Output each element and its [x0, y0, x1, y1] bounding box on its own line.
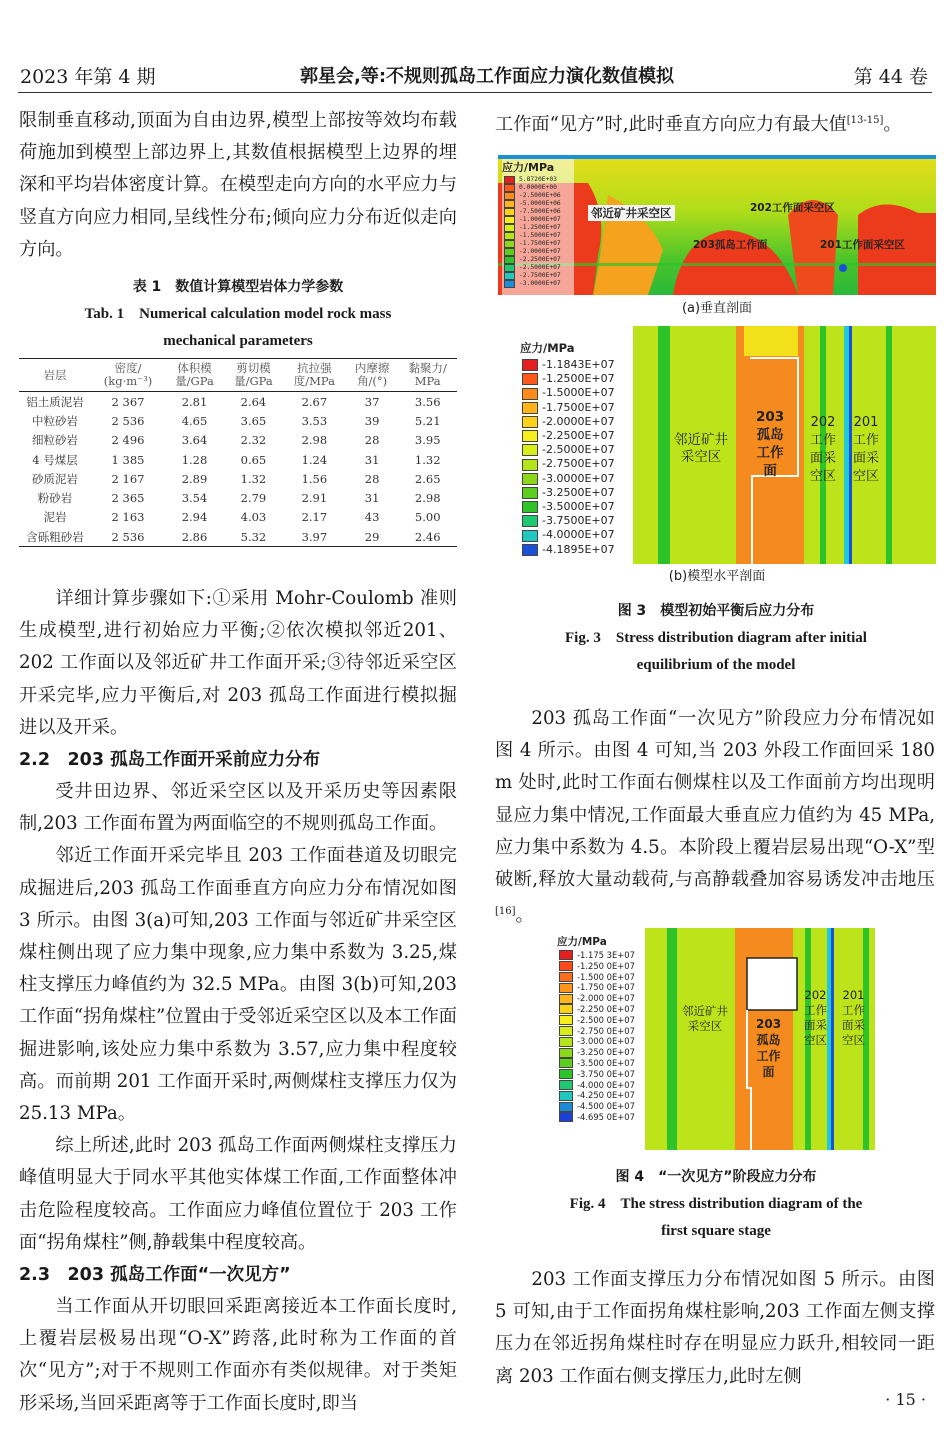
- legend-label: -4.1895E+07: [542, 542, 615, 556]
- right-top-text: 工作面“见方”时,此时垂直方向应力有最大值: [495, 114, 847, 136]
- fig3a-label-goaf: 邻近矿井采空区: [588, 205, 675, 221]
- legend-entry: [504, 256, 561, 264]
- table-header-cell: 密度/ (kg·m⁻³): [91, 359, 165, 392]
- fig4-green-band: [667, 928, 677, 1150]
- fig4-blue-right: [831, 928, 834, 1150]
- legend-entry: [559, 1112, 635, 1123]
- legend-entry: [522, 486, 615, 500]
- legend-entry: [559, 1015, 635, 1026]
- legend-entry: [504, 264, 561, 272]
- legend-entry: [559, 1058, 635, 1069]
- fig4-unit: 应力/MPa: [557, 936, 607, 948]
- legend-label: -1.2500E+07: [542, 372, 615, 386]
- legend-label: -3.2500E+07: [542, 485, 615, 499]
- legend-label: -2.7500E+07: [542, 457, 615, 471]
- legend-label: -3.250 0E+07: [577, 1047, 635, 1058]
- ref-16: [16]: [495, 906, 516, 918]
- legend-entry: [522, 543, 615, 557]
- legend-swatch: [522, 373, 538, 385]
- section-2-2-para-3: 综上所述,此时 203 孤岛工作面两侧煤柱支撑压力峰值明显大于同水平其他实体煤工作面,工作面整体冲击危险程度较高。工作面应力峰值位置位于 203 工作面“拐角煤柱”侧,静载集中程度较高。: [19, 1135, 457, 1253]
- table-cell: 中粒砂岩: [32, 413, 78, 428]
- fig4-label-goaf: 邻近矿井 采空区: [682, 1004, 728, 1033]
- table-cell: 39: [364, 413, 380, 428]
- legend-swatch: [504, 256, 515, 264]
- legend-swatch: [522, 430, 538, 442]
- legend-entry: [504, 224, 561, 232]
- legend-label: -2.5000E+07: [519, 264, 561, 271]
- section-2-2-para-2: 邻近工作面开采完毕且 203 工作面巷道及切眼完成掘进后,203 孤岛工作面垂直方向应力分布情况如图 3 所示。由图 3(a)可知,203 工作面与邻近矿井采空区煤柱侧出现了应力集中现象,应力集中系数为 3.25,煤柱支撑压力峰值约为 32.5 MPa。由图 3(b)可知,203 工作面“拐角煤柱”位置由于受邻近采空区以及本工作面掘进影响,该处应力集中系数为 3.57,应力集中程度较高。而前期 201 工作面开采时,两侧煤柱支撑压力仅为 25.13 MPa。: [19, 845, 457, 1125]
- fig3b-green-band: [658, 326, 670, 564]
- fig4-label-201: 201 工作 面采 空区: [842, 988, 865, 1047]
- legend-swatch: [559, 994, 573, 1004]
- legend-swatch: [504, 224, 515, 232]
- table-body: [19, 392, 457, 547]
- legend-entry: [522, 372, 615, 386]
- legend-swatch: [522, 459, 538, 471]
- legend-entry: [522, 415, 615, 429]
- table-row: [19, 450, 457, 469]
- fig3b-legend: [522, 358, 615, 557]
- table-cell: 2.86: [165, 527, 224, 547]
- legend-label: -2.500 0E+07: [577, 1014, 635, 1025]
- legend-entry: [504, 240, 561, 248]
- table-cell: 1.32: [240, 471, 267, 486]
- right-column-bottom: [495, 1264, 935, 1393]
- legend-swatch: [522, 416, 538, 428]
- legend-label: -3.500 0E+07: [577, 1057, 635, 1068]
- fig3b-label-201: 201 工作 面采 空区: [853, 415, 880, 484]
- fig3-title-cn: 图 3 模型初始平衡后应力分布: [617, 603, 815, 619]
- table-cell: 2 496: [111, 433, 145, 448]
- fig4-label-203: 203 孤岛 工作 面: [756, 1017, 782, 1079]
- fig4-title-en-1: Fig. 4 The stress distribution diagram of the: [569, 1196, 863, 1212]
- legend-label: -1.500 0E+07: [577, 971, 635, 982]
- table-cell: 5.21: [414, 413, 441, 428]
- legend-entry: [522, 528, 615, 542]
- fig3b-blue-right: [849, 326, 852, 564]
- fig3b-cyan-right: [844, 326, 849, 564]
- legend-entry: [559, 982, 635, 993]
- right-top-end: 。: [883, 114, 902, 136]
- table-cell: 细粒砂岩: [32, 433, 78, 448]
- table-row: [19, 469, 457, 488]
- table-cell: 砂质泥岩: [32, 471, 78, 486]
- table-cell: 3.64: [181, 433, 208, 448]
- legend-entry: [559, 1101, 635, 1112]
- legend-swatch: [559, 1048, 573, 1058]
- legend-label: -1.1843E+07: [542, 358, 615, 371]
- table-header-cell: 抗拉强 度/MPa: [283, 359, 346, 392]
- table-cell: 31: [364, 452, 380, 467]
- legend-label: -2.2500E+07: [542, 429, 615, 443]
- table-cell: 1.28: [181, 452, 208, 467]
- legend-entry: [522, 386, 615, 400]
- legend-label: -3.750 0E+07: [577, 1068, 635, 1079]
- legend-swatch: [504, 184, 515, 192]
- table1-title-en-2: mechanical parameters: [163, 333, 313, 349]
- table-cell: 2.67: [301, 394, 328, 409]
- legend-label: -2.5000E+06: [519, 192, 561, 199]
- table-cell: 1.32: [414, 452, 441, 467]
- section-2-2-heading: 2.2 203 孤岛工作面开采前应力分布: [19, 750, 321, 771]
- fig3a-legend: [504, 176, 561, 288]
- table-cell: 2.94: [181, 510, 208, 525]
- journal-issue: 2023 年第 4 期: [20, 66, 156, 88]
- table-row: [19, 431, 457, 450]
- legend-entry: [559, 1047, 635, 1058]
- fig4-white-goaf: [747, 958, 797, 1010]
- legend-entry: [522, 358, 615, 372]
- legend-swatch: [504, 240, 515, 248]
- legend-swatch: [559, 1015, 573, 1025]
- fig3a-label-201: 201工作面采空区: [820, 239, 905, 251]
- fig4-caption: [496, 1164, 936, 1245]
- right-top-paragraph: [495, 105, 935, 141]
- figure-3a: [498, 155, 936, 295]
- legend-swatch: [504, 232, 515, 240]
- legend-entry: [559, 972, 635, 983]
- rock-params-table: [19, 358, 457, 547]
- legend-label: -1.175 3E+07: [577, 950, 635, 960]
- fig3b-caption: (b)模型水平剖面: [668, 569, 766, 584]
- table-cell: 泥岩: [43, 510, 67, 525]
- legend-label: -2.000 0E+07: [577, 993, 635, 1004]
- legend-label: -3.7500E+07: [542, 514, 615, 528]
- legend-entry: [504, 248, 561, 256]
- fig3a-blue-node: [839, 264, 847, 272]
- legend-label: -2.5000E+07: [542, 443, 615, 457]
- legend-swatch: [522, 473, 538, 485]
- legend-entry: [522, 472, 615, 486]
- legend-swatch: [522, 544, 538, 556]
- table-row: [19, 527, 457, 547]
- table-header-cell: 体积模 量/GPa: [165, 359, 224, 392]
- left-column-body: [19, 583, 457, 1420]
- legend-entry: [504, 272, 561, 280]
- legend-label: -1.250 0E+07: [577, 960, 635, 971]
- legend-entry: [559, 1069, 635, 1080]
- table-cell: 2 365: [111, 491, 145, 506]
- legend-entry: [504, 176, 561, 184]
- legend-entry: [522, 443, 615, 457]
- table-cell: 37: [364, 394, 380, 409]
- legend-entry: [559, 1036, 635, 1047]
- table-cell: 0.65: [240, 452, 267, 467]
- legend-entry: [504, 216, 561, 224]
- legend-label: -1.5000E+07: [542, 386, 615, 400]
- table-cell: 2.98: [301, 433, 328, 448]
- legend-swatch: [504, 176, 515, 184]
- table1-title-en-1: Tab. 1 Numerical calculation model rock mass: [84, 306, 392, 322]
- table-cell: 4 号煤层: [32, 452, 78, 467]
- table-cell: 1.24: [301, 452, 328, 467]
- legend-label: -2.0000E+07: [542, 414, 615, 428]
- ref-13-15: [13-15]: [846, 115, 884, 126]
- table-cell: 31: [364, 491, 380, 506]
- table-cell: 2.79: [240, 491, 267, 506]
- fig4-text-end: 。: [515, 905, 534, 927]
- legend-label: -2.0000E+07: [519, 248, 561, 255]
- table-cell: 2 167: [111, 471, 145, 486]
- fig4-title-cn: 图 4 “一次见方”阶段应力分布: [615, 1169, 817, 1185]
- table-cell: 29: [346, 527, 399, 547]
- table-cell: 43: [364, 510, 380, 525]
- header-rule: [18, 92, 932, 93]
- legend-swatch: [559, 1026, 573, 1036]
- legend-label: -1.7500E+07: [519, 240, 561, 247]
- legend-swatch: [522, 444, 538, 456]
- legend-swatch: [504, 216, 515, 224]
- legend-entry: [504, 232, 561, 240]
- table-cell: 2.91: [301, 491, 328, 506]
- table-cell: 3.97: [283, 527, 346, 547]
- table-row: [19, 392, 457, 412]
- legend-entry: [504, 184, 561, 192]
- legend-swatch: [559, 961, 573, 971]
- table-cell: 4.65: [181, 413, 208, 428]
- page-number: · 15 ·: [885, 1390, 926, 1409]
- table-cell: 2 536: [91, 527, 165, 547]
- legend-label: 5.8720E+03: [519, 176, 557, 183]
- legend-swatch: [522, 359, 538, 371]
- fig4-title-en-2: first square stage: [661, 1223, 771, 1239]
- legend-label: -4.000 0E+07: [577, 1079, 635, 1090]
- table-cell: 2.65: [414, 471, 441, 486]
- fig3a-label-202: 202工作面采空区: [750, 202, 835, 214]
- table-cell: 3.95: [414, 433, 441, 448]
- legend-label: -4.0000E+07: [542, 528, 615, 542]
- fig3b-label-203: 203 孤岛 工作 面: [756, 409, 785, 479]
- table-cell: 5.32: [224, 527, 283, 547]
- legend-swatch: [559, 950, 573, 960]
- fig3a-caption: (a)垂直剖面: [681, 301, 753, 316]
- legend-label: -2.250 0E+07: [577, 1003, 635, 1014]
- running-title: 郭星会,等:不规则孤岛工作面应力演化数值模拟: [300, 66, 675, 87]
- table1-caption: [19, 274, 457, 355]
- legend-entry: [559, 1090, 635, 1101]
- legend-label: -5.0000E+06: [519, 200, 561, 207]
- table1: [19, 358, 457, 547]
- table-row: [19, 488, 457, 507]
- table-cell: 1.56: [301, 471, 328, 486]
- legend-entry: [504, 192, 561, 200]
- legend-label: -3.0000E+07: [542, 471, 615, 485]
- table-cell: 28: [364, 471, 380, 486]
- fig4-cyan-right: [827, 928, 831, 1150]
- intro-paragraph: 限制垂直移动,顶面为自由边界,模型上部按等效均布载荷施加到模型上部边界上,其数值根据模型上边界的埋深和平均岩体密度计算。在模型走向方向的水平应力与竖直方向应力相同,呈线性分布;倾向应力分布近似走向方向。: [19, 110, 457, 260]
- legend-label: -2.750 0E+07: [577, 1025, 635, 1036]
- legend-entry: [559, 1026, 635, 1037]
- legend-swatch: [559, 1091, 573, 1101]
- legend-swatch: [522, 530, 538, 542]
- legend-label: -2.7500E+07: [519, 272, 561, 279]
- table-cell: 2 163: [111, 510, 145, 525]
- table-header-cell: 岩层: [19, 359, 91, 392]
- table-cell: 4.03: [240, 510, 267, 525]
- table-cell: 3.56: [414, 394, 441, 409]
- legend-swatch: [504, 248, 515, 256]
- legend-label: -1.750 0E+07: [577, 982, 635, 993]
- legend-label: -4.250 0E+07: [577, 1090, 635, 1101]
- figure-3b: [498, 326, 936, 564]
- legend-swatch: [504, 200, 515, 208]
- legend-label: -1.0000E+07: [519, 216, 561, 223]
- legend-entry: [559, 1080, 635, 1091]
- legend-swatch: [559, 972, 573, 982]
- table-header-cell: 剪切模 量/GPa: [224, 359, 283, 392]
- legend-swatch: [522, 388, 538, 400]
- table-cell: 3.54: [181, 491, 208, 506]
- table1-title-cn: 表 1 数值计算模型岩体力学参数: [132, 279, 344, 295]
- right-column-mid: [495, 703, 935, 932]
- fig3b-label-goaf: 邻近矿井 采空区: [674, 432, 728, 465]
- table-header-cell: 内摩擦 角/(°): [346, 359, 399, 392]
- legend-entry: [559, 993, 635, 1004]
- legend-entry: [559, 961, 635, 972]
- fig3b-yellow-block: [744, 326, 798, 356]
- legend-swatch: [504, 272, 515, 280]
- legend-swatch: [559, 1004, 573, 1014]
- table-cell: 2.89: [181, 471, 208, 486]
- legend-swatch: [559, 1112, 573, 1122]
- legend-swatch: [504, 208, 515, 216]
- legend-entry: [559, 1004, 635, 1015]
- fig3b-label-202: 202 工作 面采 空区: [810, 415, 837, 484]
- legend-swatch: [504, 192, 515, 200]
- legend-label: -1.7500E+07: [542, 400, 615, 414]
- table-row: [19, 411, 457, 430]
- legend-label: -4.695 0E+07: [577, 1111, 635, 1122]
- table-cell: 1 385: [111, 452, 145, 467]
- table-header-cell: 黏聚力/ MPa: [398, 359, 457, 392]
- fig3-caption: [496, 598, 936, 679]
- volume-number: 第 44 卷: [853, 66, 928, 88]
- legend-swatch: [559, 1058, 573, 1068]
- legend-swatch: [559, 983, 573, 993]
- table-cell: 2.17: [301, 510, 328, 525]
- table-cell: 5.00: [414, 510, 441, 525]
- legend-swatch: [504, 264, 515, 272]
- legend-swatch: [504, 280, 515, 288]
- table-cell: 3.65: [240, 413, 267, 428]
- table-row: [19, 508, 457, 527]
- legend-label: -1.5000E+07: [519, 232, 561, 239]
- legend-label: -3.5000E+07: [542, 500, 615, 514]
- legend-entry: [522, 500, 615, 514]
- legend-entry: [522, 401, 615, 415]
- table-cell: 2 536: [111, 413, 145, 428]
- section-2-2-para-1: 受井田边界、邻近采空区以及开采历史等因素限制,203 工作面布置为两面临空的不规则孤岛工作面。: [19, 781, 457, 835]
- fig5-paragraph: 203 工作面支撑压力分布情况如图 5 所示。由图 5 可知,由于工作面拐角煤柱影响,203 工作面左侧支撑压力在邻近拐角煤柱时存在明显应力跃升,相较同一距离 203 工作面右侧支撑压力,此时左侧: [495, 1269, 935, 1387]
- right-column-top: [495, 105, 935, 141]
- table-header-row: [19, 359, 457, 392]
- section-2-3-heading: 2.3 203 孤岛工作面“一次见方”: [19, 1265, 291, 1286]
- fig4-label-202: 202 工作 面采 空区: [804, 988, 827, 1047]
- fig3b-unit: 应力/MPa: [520, 341, 575, 355]
- legend-entry: [504, 280, 561, 288]
- fig3-title-en-2: equilibrium of the model: [636, 657, 796, 673]
- table-cell: 含砾粗砂岩: [19, 527, 91, 547]
- legend-entry: [522, 429, 615, 443]
- legend-label: -3.000 0E+07: [577, 1036, 635, 1047]
- table-cell: 铝土质泥岩: [26, 394, 84, 409]
- legend-label: -1.2500E+07: [519, 224, 561, 231]
- table-cell: 2.98: [414, 491, 441, 506]
- legend-swatch: [522, 515, 538, 527]
- legend-swatch: [522, 402, 538, 414]
- steps-paragraph: 详细计算步骤如下:①采用 Mohr-Coulomb 准则生成模型,进行初始应力平衡;②依次模拟邻近201、202 工作面以及邻近矿井工作面开采;③待邻近采空区开采完毕,应力平衡后,对 203 孤岛工作面进行模拟掘进以及开采。: [19, 588, 457, 738]
- table-cell: 2.46: [398, 527, 457, 547]
- table-cell: 28: [364, 433, 380, 448]
- fig4-paragraph: [495, 703, 935, 932]
- table-cell: 粉砂岩: [37, 491, 73, 506]
- legend-label: -2.2500E+07: [519, 256, 561, 263]
- table-cell: 2.64: [240, 394, 267, 409]
- legend-label: 0.0000E+00: [519, 184, 557, 191]
- fig3a-unit: 应力/MPa: [502, 161, 555, 174]
- section-2-3-para: 当工作面从开切眼回采距离接近本工作面长度时,上覆岩层极易出现“O-X”跨落,此时称为工作面的首次“见方”;对于不规则工作面亦有类似规律。对于类矩形采场,当回采距离等于工作面长度时,即当: [19, 1296, 457, 1414]
- fig4-legend: [559, 950, 635, 1123]
- table-cell: 2.32: [240, 433, 267, 448]
- legend-swatch: [559, 1037, 573, 1047]
- left-column: [19, 105, 457, 266]
- table-cell: 2 367: [111, 394, 145, 409]
- legend-label: -4.500 0E+07: [577, 1101, 635, 1112]
- legend-entry: [504, 208, 561, 216]
- legend-swatch: [522, 501, 538, 513]
- legend-swatch: [522, 487, 538, 499]
- fig4-text: 203 孤岛工作面“一次见方”阶段应力分布情况如图 4 所示。由图 4 可知,当 203 外段工作面回采 180 m 处时,此时工作面右侧煤柱以及工作面前方均出现明显应力集中情况,工作面最大垂直应力值约为 45 MPa,应力集中系数为 4.5。本阶段上覆岩层易出现“O-X”型破断,释放大量动载荷,与高静载叠加容易诱发冲击地压: [495, 708, 935, 891]
- figure-4: [555, 928, 875, 1150]
- legend-entry: [522, 457, 615, 471]
- legend-label: -3.0000E+07: [519, 280, 561, 287]
- legend-swatch: [559, 1080, 573, 1090]
- fig3a-label-203: 203孤岛工作面: [693, 239, 768, 251]
- table-cell: 3.53: [301, 413, 328, 428]
- fig3-title-en-1: Fig. 3 Stress distribution diagram after initial: [565, 630, 867, 646]
- legend-swatch: [559, 1102, 573, 1112]
- legend-entry: [504, 200, 561, 208]
- fig3b-green-right-2: [886, 326, 892, 564]
- table-cell: 2.81: [181, 394, 208, 409]
- legend-label: -7.5000E+06: [519, 208, 561, 215]
- legend-entry: [522, 514, 615, 528]
- legend-entry: [559, 950, 635, 961]
- legend-swatch: [559, 1069, 573, 1079]
